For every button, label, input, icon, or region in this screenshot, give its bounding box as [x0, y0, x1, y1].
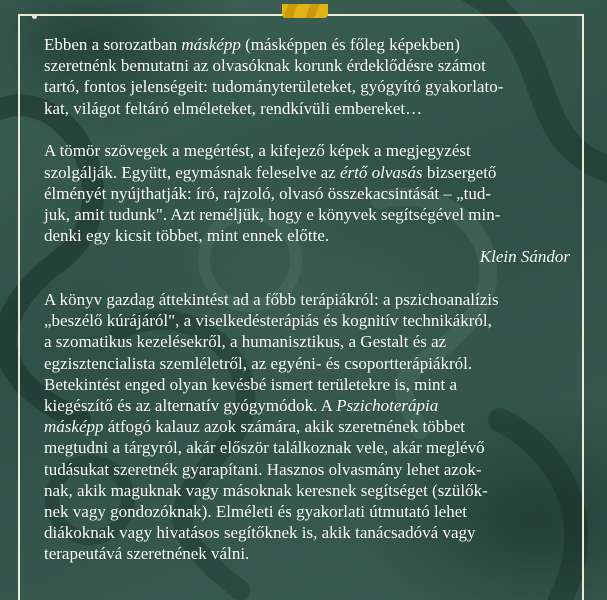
text-line [44, 183, 584, 204]
text-line [44, 76, 584, 97]
text-line [44, 395, 584, 416]
text-segment: „beszélő kúrájáról", a viselkedésterápiás és kognitív technikákról, [44, 311, 492, 331]
italic-text: másképp [44, 417, 104, 437]
text-line [44, 55, 584, 76]
text-segment: diákoknak vagy hivatásos segítőknek is, akik tanácsadóvá vagy [44, 523, 476, 543]
text-segment: kiegészítő és az alternatív gyógymódok. A [44, 396, 337, 416]
text-line [44, 140, 584, 161]
text-line [44, 353, 584, 374]
text-segment: megtudni a tárgyról, akár először találkoznak vele, akár meglévő [44, 438, 485, 458]
text-line [44, 204, 584, 225]
paragraph-2 [44, 140, 584, 267]
text-segment: A tömör szövegek a megértést, a kifejező képek a megjegyzést [44, 141, 471, 161]
text-line [44, 34, 584, 55]
back-cover-text [44, 34, 584, 586]
text-segment: szeretnénk bemutatni az olvasóknak korunk érdeklődésre számot [44, 56, 486, 76]
text-segment: terapeutává szeretnének válni. [44, 544, 250, 564]
text-line [44, 331, 584, 352]
italic-text: Pszichoterápia [336, 396, 439, 416]
text-segment: (másképpen és főleg képekben) [240, 35, 460, 54]
text-segment: átfogó kalauz azok számára, akik szeretnének többet [103, 417, 466, 437]
text-line [44, 522, 584, 543]
text-line [44, 543, 584, 564]
text-line [44, 162, 584, 183]
italic-text: értő olvasás [339, 162, 423, 182]
text-segment: A könyv gazdag áttekintést ad a főbb terápiákról: a pszichoanalízis [44, 290, 499, 310]
italic-text: másképp [181, 35, 241, 54]
title-fragment [282, 4, 328, 18]
text-segment: denki egy kicsit többet, mint ennek előtte. [44, 226, 330, 246]
text-line [44, 459, 584, 480]
text-segment: egzisztencialista szemléletről, az egyéni- és csoportterápiákról. [44, 353, 473, 373]
text-line [44, 480, 584, 501]
text-line [44, 374, 584, 395]
text-line [44, 416, 584, 437]
text-segment: juk, amit tudunk". Azt reméljük, hogy e könyvek segítségével min- [44, 204, 501, 224]
text-segment: élményét nyújthatják: író, rajzoló, olvasó összekacsintását – „tud- [44, 183, 492, 203]
paragraph-3 [44, 289, 584, 565]
corner-dot [32, 14, 37, 19]
text-segment: Ebben a sorozatban [44, 35, 182, 54]
text-segment: bizsergető [422, 162, 497, 182]
text-line [44, 98, 584, 119]
text-segment: tartó, fontos jelenségeit: tudományterületeket, gyógyító gyakorlato- [44, 77, 504, 97]
text-line [44, 225, 584, 246]
text-line [44, 289, 584, 310]
text-segment: a szomatikus kezelésekről, a humanisztikus, a Gestalt és az [44, 332, 447, 352]
text-line [44, 310, 584, 331]
paragraph-1 [44, 34, 584, 119]
text-segment: szolgálják. Együtt, egymásnak feleselve az [44, 162, 340, 182]
text-segment: nak, akik maguknak vagy másoknak keresnek segítséget (szülők- [44, 480, 488, 500]
text-segment: Betekintést enged olyan kevésbé ismert területekre is, mint a [44, 374, 458, 394]
text-segment: nek vagy gondozóknak). Elméleti és gyakorlati útmutató lehet [44, 502, 467, 522]
text-segment: kat, világot feltáró elméleteket, rendkívüli embereket… [44, 98, 423, 118]
text-line [44, 437, 584, 458]
text-line [44, 501, 584, 522]
text-segment: tudásukat szeretnék gyarapítani. Hasznos olvasmány lehet azok- [44, 459, 482, 479]
author-signature: Klein Sándor [479, 247, 570, 267]
